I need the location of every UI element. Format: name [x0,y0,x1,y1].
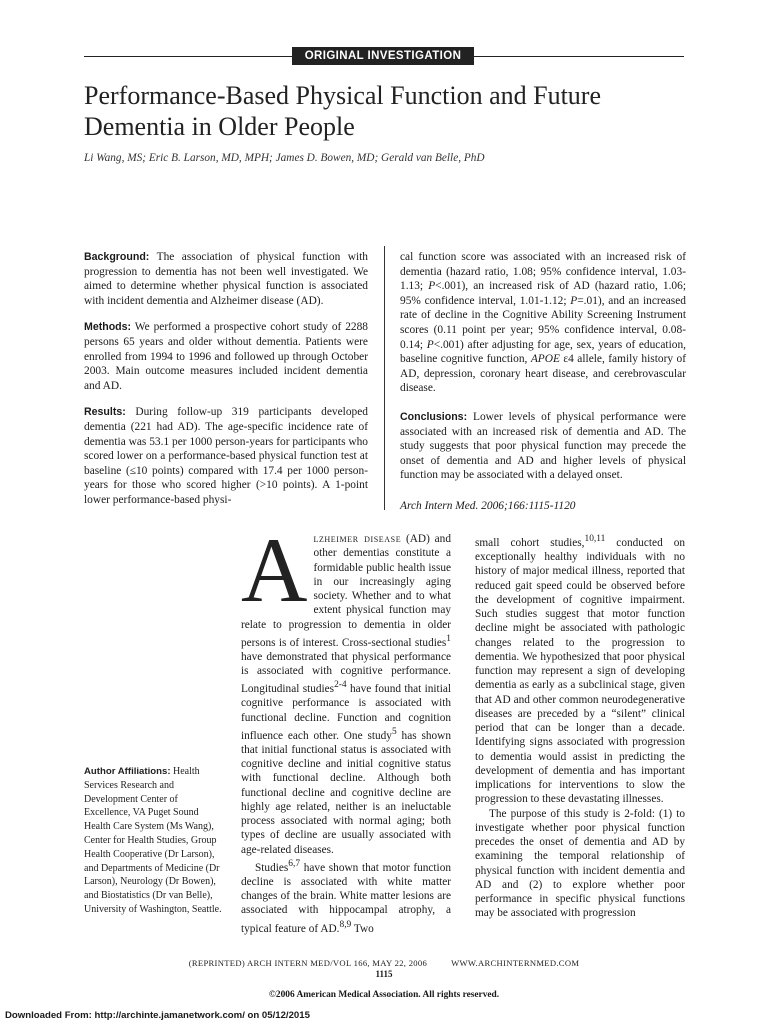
drop-cap: A [241,519,308,621]
lead-in: lzheimer disease [313,533,402,545]
body-column-2 [475,532,685,921]
download-stamp: Downloaded From: http://archinte.jamanetwork.com/ on 05/12/2015 [5,1010,310,1021]
copyright: ©2006 American Medical Association. All rights reserved. [268,990,500,1000]
journal-citation: Arch Intern Med. 2006;166:1115-1120 [400,499,576,512]
abstract-right-column [400,250,686,526]
article-title: Performance-Based Physical Function and Future Dementia in Older People [84,81,601,141]
abstract-background [84,250,368,308]
intro-paragraph-3: small cohort studies,$^{10,11}$ conducted on exceptionally healthy individuals with no history of major medical illness, reported that reduced gait speed could be observed before the development of cognitive impairment. Such studies suggest that motor function decline might be associated with pathologic changes related to the progression to dementia. We hypothesized that poor physical function may represent a sign of developing dementia as early as a subclinical stage, given that AD and other common neurodegenerative diseases are preceded by a “silent” clinical period that can be longer than a decade. Identifying signs associated with progression to dementia would assist in predicting the development of dementia and has important implications for interventions to slow the progression to these devastating illnesses. [475,534,685,806]
conclusions-heading: Conclusions: [400,410,468,423]
results-heading: Results: [84,406,126,419]
background-heading: Background: [84,251,150,263]
abstract-left-column [84,250,368,520]
abstract-methods [84,320,368,393]
abstract-results [84,405,368,507]
affiliations-heading: Author Affiliations: [84,766,171,777]
abstract-conclusions [400,410,686,483]
intro-paragraph-4: The purpose of this study is 2-fold: (1) to investigate whether poor physical function precedes the onset of dementia and AD by examining the temporal relationship of physical function with incident dementia and AD and (2) to explore whether poor performance in specific physical functions may be associated with progression [475,807,685,920]
page-footer [84,958,684,968]
footer-url: WWW.ARCHINTERNMED.COM [451,958,580,968]
intro-paragraph-1-text: (AD) and other dementias constitute a formidable public health issue in our increasingly aging society. Whether and to what extent physical function may relate to progression to dementia in older persons is of interest. Cross-sectional studies$^1$ have demonstrated that physical performance is associated with cognitive performance. Longitudinal studies$^{2-4}$ have found that initial cognitive performance is associated with functional decline. Function and cognition influence each other. One study$^5$ has shown that initial functional status is associated with cognitive decline and initial cognitive status with functional decline. Although both functional decline and cognitive decline are highly age related, neither is an ineluctable process associated with normal aging; both types of decline are usually associated with age-related diseases. [241,533,451,856]
body-column-1 [241,519,451,936]
methods-text: We performed a prospective cohort study of 2288 persons 65 years and older without dementia. Patients were enrolled from 1994 to 1996 and followed up through October 2003. Main outcome measures included incident dementia and AD. [84,321,368,392]
results-text: During follow-up 319 participants developed dementia (221 had AD). The age-specific incidence rate of dementia was 53.1 per 1000 person-years for participants who scored lower on a performance-based physical function test at baseline (≤10 points) compared with 17.4 per 1000 person-years for those who scored higher (>10 points). A 1-point lower performance-based physi- [84,406,368,506]
author-affiliations [84,765,224,917]
conclusions-text: Lower levels of physical performance were associated with an increased risk of dementia and AD. The study suggests that poor physical function may precede the onset of dementia and AD and higher levels of physical function may be associated with a delayed onset. [400,410,686,482]
results-continued: cal function score was associated with an increased risk of dementia (hazard ratio, 1.08; 95% confidence interval, 1.03-1.13; P<.001), an increased risk of AD (hazard ratio, 1.06; 95% confidence interval, 1.01-1.12; P=.01), and an increased rate of decline in the Cognitive Ability Screening Instrument scores (0.11 point per year; 95% confidence interval, 0.08-0.14; P<.001) after adjusting for age, sex, years of education, baseline cognitive function, APOE ε4 allele, family history of AD, depression, coronary heart disease, and cerebrovascular disease. [400,251,687,395]
abstract-divider [384,246,385,510]
affiliations-text: Health Services Research and Development Center of Excellence, VA Puget Sound Health Care System (Ms Wang), Center for Health Studies, Group Health Cooperative (Dr Larson), and Departments of Medicine (Dr Larson), Neurology (Dr Bowen), and Biostatistics (Dr van Belle), University of Washington, Seattle. [84,766,222,915]
section-label: ORIGINAL INVESTIGATION [292,47,474,65]
footer-journal: (REPRINTED) ARCH INTERN MED/VOL 166, MAY 22, 2006 [188,958,428,968]
methods-heading: Methods: [84,321,132,334]
background-text: The association of physical function with progression to dementia has not been well investigated. We aimed to determine whether physical function is associated with incident dementia and Alzheimer disease (AD). [84,251,368,307]
author-list: Li Wang, MS; Eric B. Larson, MD, MPH; James D. Bowen, MD; Gerald van Belle, PhD [84,152,485,164]
page-number: 1115 [375,969,393,979]
intro-paragraph-2: Studies$^{6,7}$ have shown that motor function decline is associated with white matter changes of the brain. White matter lesions are associated with hippocampal atrophy, a typical feature of AD.$^{8,9}$ Two [241,858,451,935]
